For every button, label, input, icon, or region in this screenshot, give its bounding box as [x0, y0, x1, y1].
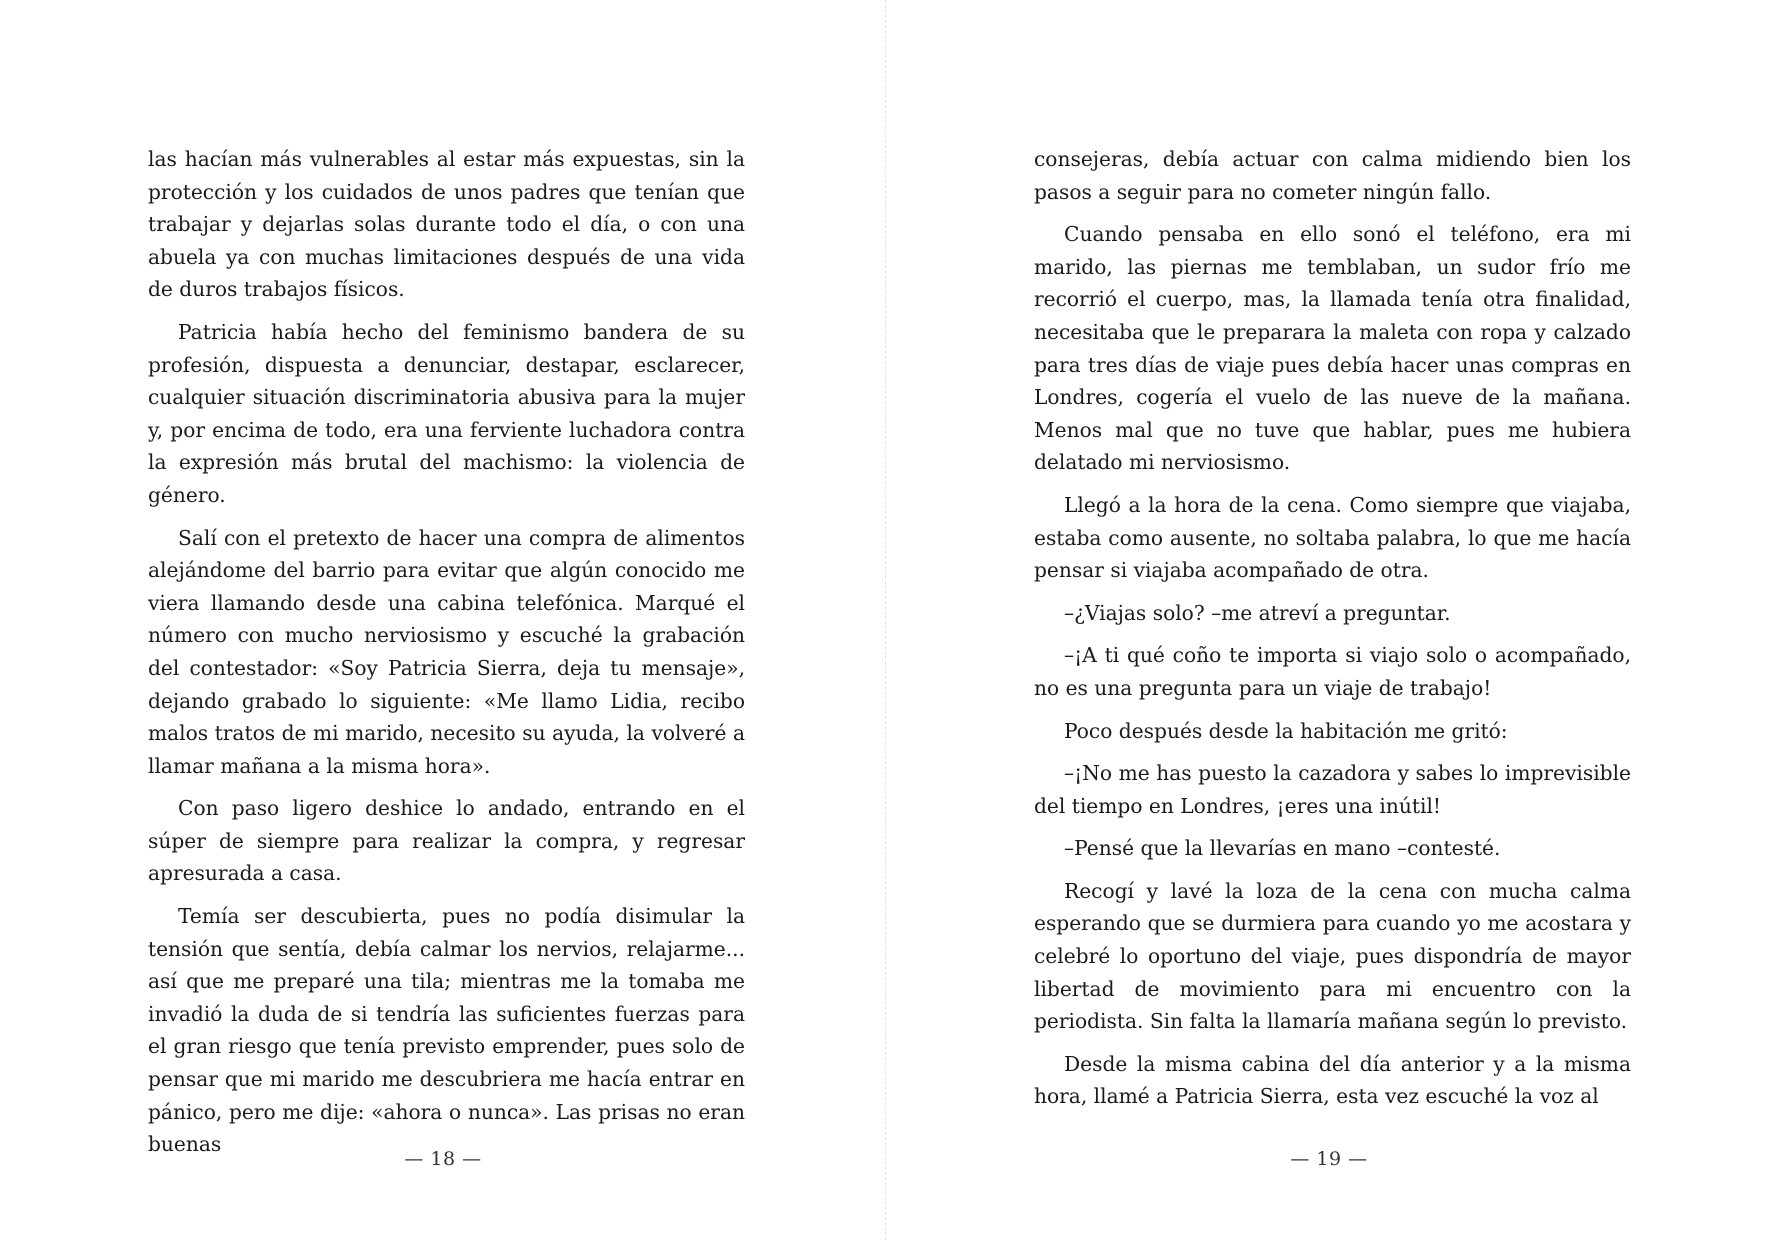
paragraph: Desde la misma cabina del día anterior y a la misma hora, llamé a Patricia Sierra, esta vez escuché la voz al: [1034, 1051, 1631, 1109]
paragraph: consejeras, debía actuar con calma midiendo bien los pasos a seguir para no cometer ningún fallo.: [1034, 147, 1631, 204]
page-number: — 19 —: [1290, 1148, 1368, 1170]
paragraph: Llegó a la hora de la cena. Como siempre que viajaba, estaba como ausente, no soltaba palabra, lo que me hacía pensar si viajaba acompañado de otra.: [1034, 492, 1631, 583]
dialogue-paragraph: –¿Viajas solo? –me atreví a preguntar.: [1064, 600, 1451, 625]
paragraph: Recogí y lavé la loza de la cena con mucha calma esperando que se durmiera para cuando yo me acostara y celebré lo oportuno del viaje, pues dispondría de mayor libertad de movimiento para mi encuentro con la periodista. Sin falta la llamaría mañana según lo previsto.: [1034, 878, 1631, 1034]
left-page-text: [148, 143, 745, 1171]
paragraph: Temía ser descubierta, pues no podía disimular la tensión que sentía, debía calmar los nervios, relajarme... así que me preparé una tila; mientras me la tomaba me invadió la duda de si tendría las suficientes fuerzas para el gran riesgo que tenía previsto emprender, pues solo de pensar que mi marido me descubriera me hacía entrar en pánico, pero me dije: «ahora o nunca». Las prisas no eran buenas: [148, 904, 745, 1157]
paragraph: las hacían más vulnerables al estar más expuestas, sin la protección y los cuidados de unos padres que tenían que trabajar y dejarlas solas durante todo el día, o con una abuela ya con muchas limitaciones después de una vida de duros trabajos físicos.: [148, 147, 745, 302]
paragraph: Poco después desde la habitación me gritó:: [1064, 718, 1508, 743]
right-page-text: [1034, 143, 1631, 1123]
paragraph: Patricia había hecho del feminismo bandera de su profesión, dispuesta a denunciar, destapar, esclarecer, cualquier situación discriminatoria abusiva para la mujer y, por encima de todo, era una ferviente luchadora contra la expresión más brutal del machismo: la violencia de género.: [148, 319, 745, 507]
page-number: — 18 —: [404, 1148, 482, 1170]
paragraph: Con paso ligero deshice lo andado, entrando en el súper de siempre para realizar la compra, y regresar apresurada a casa.: [148, 796, 745, 886]
dialogue-paragraph: –¡A ti qué coño te importa si viajo solo o acompañado, no es una pregunta para un viaje de trabajo!: [1034, 643, 1631, 700]
dialogue-paragraph: –Pensé que la llevarías en mano –contesté.: [1064, 836, 1501, 861]
paragraph: Salí con el pretexto de hacer una compra de alimentos alejándome del barrio para evitar que algún conocido me viera llamando desde una cabina telefónica. Marqué el número con mucho nerviosismo y escuché la grabación del contestador: «Soy Patricia Sierra, deja tu mensaje», dejando grabado lo siguiente: «Me llamo Lidia, recibo malos tratos de mi marido, necesito su ayuda, la volveré a llamar mañana a la misma hora».: [148, 525, 745, 778]
dialogue-paragraph: –¡No me has puesto la cazadora y sabes lo imprevisible del tiempo en Londres, ¡eres una inútil!: [1034, 761, 1631, 818]
paragraph: Cuando pensaba en ello sonó el teléfono, era mi marido, las piernas me temblaban, un sudor frío me recorrió el cuerpo, mas, la llamada tenía otra finalidad, necesitaba que le preparara la maleta con ropa y calzado para tres días de viaje pues debía hacer unas compras en Londres, cogería el vuelo de las nueve de la mañana. Menos mal que no tuve que hablar, pues me hubiera delatado mi nerviosismo.: [1034, 222, 1631, 475]
right-page: [886, 0, 1772, 1240]
